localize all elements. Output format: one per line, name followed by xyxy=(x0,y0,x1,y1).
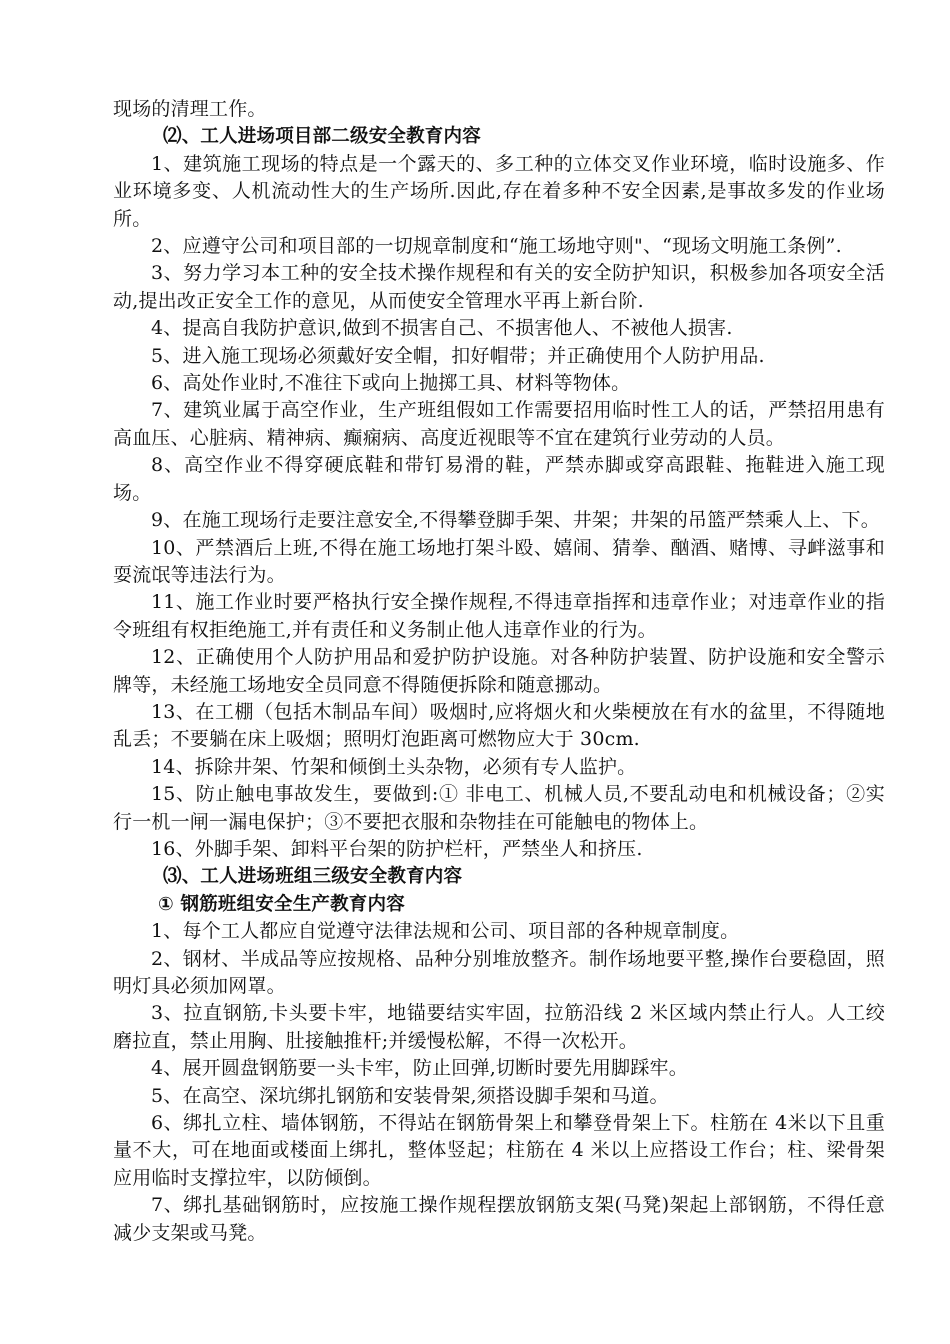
body-paragraph: 7、绑扎基础钢筋时，应按施工操作规程摆放钢筋支架(马凳)架起上部钢筋，不得任意减少支架或马凳。 xyxy=(113,1194,885,1244)
body-paragraph: 12、正确使用个人防护用品和爱护防护设施。对各种防护装置、防护设施和安全警示牌等，未经施工场地安全员同意不得随便拆除和随意挪动。 xyxy=(113,646,885,696)
body-paragraph: 15、防止触电事故发生，要做到:① 非电工、机械人员,不要乱动电和机械设备；②实行一机一闸一漏电保护；③不要把衣服和杂物挂在可能触电的物体上。 xyxy=(113,783,885,833)
body-paragraph: 4、提高自我防护意识,做到不损害自己、不损害他人、不被他人损害. xyxy=(151,317,733,340)
body-paragraph: 5、在高空、深坑绑扎钢筋和安装骨架,须搭设脚手架和马道。 xyxy=(151,1084,669,1107)
body-paragraph: 3、努力学习本工种的安全技术操作规程和有关的安全防护知识，积极参加各项安全活动,提出改正安全工作的意见，从而使安全管理水平再上新台阶. xyxy=(113,262,885,312)
body-paragraph: 2、钢材、半成品等应按规格、品种分别堆放整齐。制作场地要平整,操作台要稳固，照明灯具必须加网罩。 xyxy=(113,947,885,997)
body-paragraph: 1、每个工人都应自觉遵守法律法规和公司、项目部的各种规章制度。 xyxy=(151,920,740,943)
section-heading: ⑵、工人进场项目部二级安全教育内容 xyxy=(163,126,481,148)
body-paragraph: 5、进入施工现场必须戴好安全帽，扣好帽带；并正确使用个人防护用品. xyxy=(151,344,765,367)
body-paragraph: 11、施工作业时要严格执行安全操作规程,不得违章指挥和违章作业；对违章作业的指令班组有权拒绝施工,并有责任和义务制止他人违章作业的行为。 xyxy=(113,591,885,641)
body-paragraph: 9、在施工现场行走要注意安全,不得攀登脚手架、井架；井架的吊篮严禁乘人上、下。 xyxy=(151,509,880,532)
body-paragraph: 3、拉直钢筋,卡头要卡牢，地锚要结实牢固，拉筋沿线 2 米区域内禁止行人。人工绞磨拉直，禁止用胸、肚接触推杆;并缓慢松解，不得一次松开。 xyxy=(113,1002,885,1052)
subsection-heading: ① 钢筋班组安全生产教育内容 xyxy=(158,893,405,915)
body-paragraph: 6、绑扎立柱、墙体钢筋，不得站在钢筋骨架上和攀登骨架上下。柱筋在 4米以下且重量不大，可在地面或楼面上绑扎，整体竖起；柱筋在 4 米以上应搭设工作台；柱、梁骨架应用临时支撑拉牢，以防倾倒。 xyxy=(113,1112,885,1189)
document-body xyxy=(113,96,885,1247)
body-paragraph: 4、展开圆盘钢筋要一头卡牢，防止回弹,切断时要先用脚踩牢。 xyxy=(151,1057,688,1080)
body-paragraph: 6、高处作业时,不准往下或向上抛掷工具、材料等物体。 xyxy=(151,372,631,395)
body-paragraph: 10、严禁酒后上班,不得在施工场地打架斗殴、嬉闹、猜拳、酗酒、赌博、寻衅滋事和耍流氓等违法行为。 xyxy=(113,536,885,586)
body-paragraph: 14、拆除井架、竹架和倾倒土头杂物，必须有专人监护。 xyxy=(151,755,637,778)
section-heading: ⑶、工人进场班组三级安全教育内容 xyxy=(163,866,463,888)
body-paragraph: 13、在工棚（包括木制品车间）吸烟时,应将烟火和火柴梗放在有水的盆里，不得随地乱丢；不要躺在床上吸烟；照明灯泡距离可燃物应大于 30cm. xyxy=(113,700,885,751)
body-paragraph: 7、建筑业属于高空作业，生产班组假如工作需要招用临时性工人的话，严禁招用患有高血压、心脏病、精神病、癫痫病、高度近视眼等不宜在建筑行业劳动的人员。 xyxy=(113,399,885,449)
body-paragraph: 8、高空作业不得穿硬底鞋和带钉易滑的鞋，严禁赤脚或穿高跟鞋、拖鞋进入施工现场。 xyxy=(113,454,885,504)
body-paragraph: 现场的清理工作。 xyxy=(113,98,267,120)
body-paragraph: 1、建筑施工现场的特点是一个露天的、多工种的立体交叉作业环境，临时设施多、作业环境多变、人机流动性大的生产场所.因此,存在着多种不安全因素,是事故多发的作业场所。 xyxy=(113,152,885,230)
body-paragraph: 16、外脚手架、卸料平台架的防护栏杆，严禁坐人和挤压. xyxy=(151,837,643,860)
body-paragraph: 2、应遵守公司和项目部的一切规章制度和“施工场地守则"、“现场文明施工条例”. xyxy=(151,235,842,258)
